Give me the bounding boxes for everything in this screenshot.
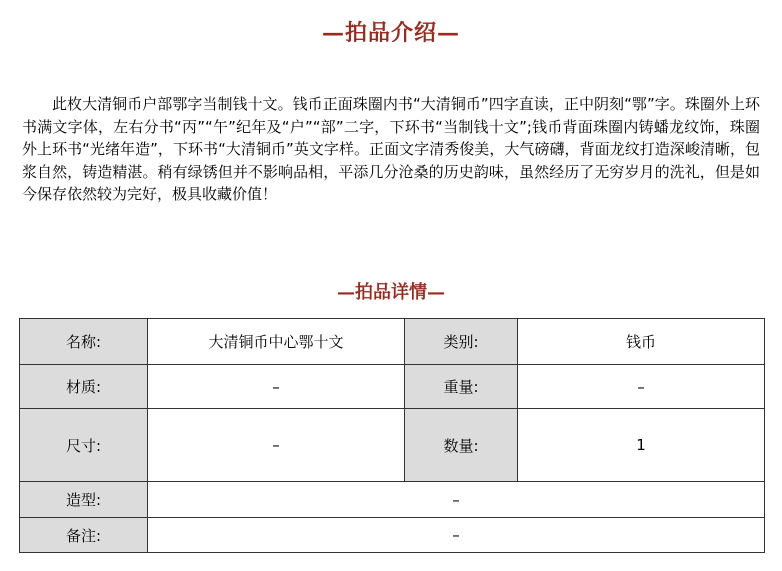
size-value: –	[148, 409, 405, 482]
table-row	[20, 365, 765, 409]
shape-label: 造型:	[20, 482, 148, 518]
table-row	[20, 518, 765, 553]
name-value: 大清铜币中心鄂十文	[148, 319, 405, 365]
table-row	[20, 319, 765, 365]
remark-label: 备注:	[20, 518, 148, 553]
shape-value: –	[148, 482, 765, 518]
table-row	[20, 409, 765, 482]
intro-title: —拍品介绍—	[321, 20, 460, 46]
category-label: 类别:	[405, 319, 518, 365]
details-title: —拍品详情—	[337, 282, 445, 303]
weight-value: –	[518, 365, 765, 409]
material-value: –	[148, 365, 405, 409]
size-label: 尺寸:	[20, 409, 148, 482]
quantity-value: 1	[518, 409, 765, 482]
intro-paragraph: 此枚大清铜币户部鄂字当制钱十文。钱币正面珠圈内书“大清铜币”四字直读，正中阴刻“鄂”字。珠圈外上环书满文字体，左右分书“丙”“午”纪年及“户”“部”二字，下环书“当制钱十文”;钱币背面珠圈内铸蟠龙纹饰，珠圈外上环书“光绪年造”，下环书“大清铜币”英文字样。正面文字清秀俊美，大气磅礴，背面龙纹打造深峻清晰，包浆自然，铸造精湛。稍有绿锈但并不影响品相，平添几分沧桑的历史韵味，虽然经历了无穷岁月的洗礼，但是如今保存依然较为完好，极具收藏价值！	[22, 95, 760, 203]
category-value: 钱币	[518, 319, 765, 365]
quantity-label: 数量:	[405, 409, 518, 482]
name-label: 名称:	[20, 319, 148, 365]
table-row	[20, 482, 765, 518]
weight-label: 重量:	[405, 365, 518, 409]
remark-value: –	[148, 518, 765, 553]
details-table	[19, 318, 765, 553]
material-label: 材质:	[20, 365, 148, 409]
